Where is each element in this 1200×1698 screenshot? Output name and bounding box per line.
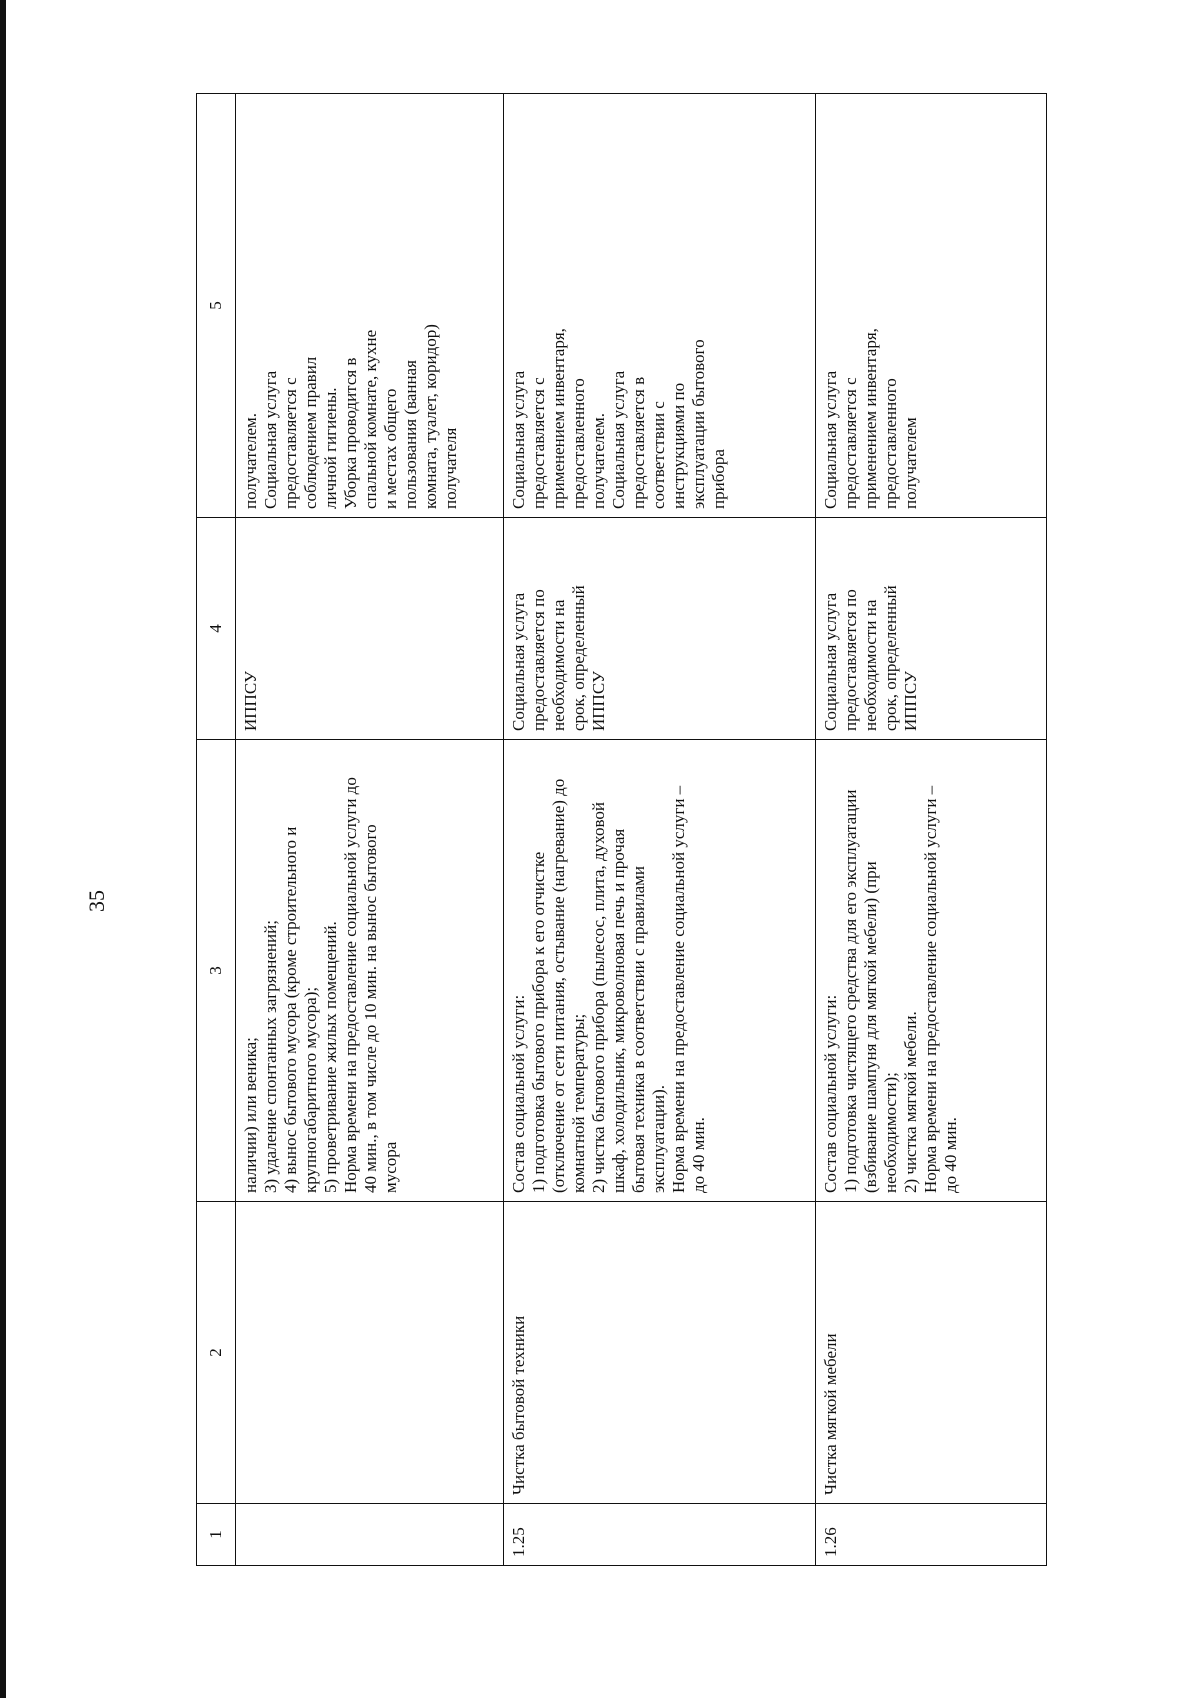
text-line: предоставляется с (281, 377, 301, 509)
text-line: инструкциями по (669, 382, 689, 509)
text-line: предоставленного (569, 378, 589, 509)
text-line: предоставляется в (629, 376, 649, 509)
text-line: 1) подготовка чистящего средства для его эксплуатации (841, 789, 861, 1193)
page-number: 35 (84, 890, 109, 912)
text-line: 40 мин., в том числе до 10 мин. на вынос бытового (361, 824, 381, 1193)
table-row-1-25 (504, 94, 816, 1566)
text-line: (отключение от сети питания, остывание (нагревание) до (549, 778, 569, 1193)
text-line: до 40 мин. (941, 1117, 961, 1193)
row-number: 1.25 (504, 1504, 816, 1566)
text-line: Социальная услуга (509, 592, 528, 731)
text-line: мусора (381, 1141, 401, 1193)
text-line: Социальная услуга (261, 370, 281, 509)
service-terms (816, 518, 1047, 740)
text-line: прибора (709, 449, 729, 509)
text-line: получателя (441, 427, 461, 509)
text-line: применением инвентаря, (549, 328, 569, 509)
column-header-3: 3 (197, 740, 236, 1202)
text-line: ИППСУ (589, 671, 609, 731)
column-header-1: 1 (197, 1504, 236, 1566)
text-line: предоставляется по (841, 589, 861, 731)
service-name: Чистка мягкой мебели (816, 1202, 1047, 1504)
column-header-4: 4 (197, 518, 236, 740)
service-composition (504, 740, 816, 1202)
text-line: до 40 мин. (689, 1117, 709, 1193)
text-line: получателем. (589, 412, 609, 509)
service-name: Чистка бытовой техники (504, 1202, 816, 1504)
text-line: срок, определенный (569, 585, 589, 731)
text-line: Социальная услуга (821, 592, 840, 731)
text-line: необходимости на (549, 599, 569, 731)
text-line: срок, определенный (881, 585, 901, 731)
text-line: личной гигиены. (321, 387, 341, 509)
text-line: Социальная услуга (609, 370, 629, 509)
services-table (196, 93, 1047, 1566)
service-conditions (504, 94, 816, 518)
text-line: предоставленного (881, 378, 901, 509)
text-line: получателем. (241, 412, 260, 509)
text-line: шкаф, холодильник, микроволновая печь и прочая (609, 828, 629, 1193)
text-line: применением инвентаря, (861, 328, 881, 509)
text-line: 4) вынос бытового мусора (кроме строительного и (281, 826, 301, 1193)
text-line: комнатной температуры; (569, 1013, 589, 1193)
service-terms (236, 518, 504, 740)
text-line: ИППСУ (241, 671, 260, 731)
text-line: 2) чистка мягкой мебели. (901, 1011, 921, 1193)
text-line: (взбивание шампуня для мягкой мебели) (при (861, 861, 881, 1193)
text-line: эксплуатации). (649, 1084, 669, 1193)
text-line: получателем (901, 417, 921, 509)
text-line: 5) проветривание жилых помещений. (321, 921, 341, 1193)
text-line: Уборка проводится в (341, 357, 361, 509)
text-line: Состав социальной услуги: (821, 994, 840, 1193)
text-line: 3) удаление спонтанных загрязнений; (261, 920, 281, 1193)
service-name (236, 1202, 504, 1504)
table-row-continuation (236, 94, 504, 1566)
text-line: Норма времени на предоставление социальной услуги – (669, 785, 689, 1193)
rotated-page-content (84, 94, 1037, 1566)
text-line: и местах общего (381, 388, 401, 509)
service-terms (504, 518, 816, 740)
text-line: предоставляется с (529, 377, 549, 509)
table-header-row (197, 94, 236, 1566)
text-line: 1) подготовка бытового прибора к его отчистке (529, 851, 549, 1193)
text-line: 2) чистка бытового прибора (пылесос, плита, духовой (589, 802, 609, 1193)
service-composition (816, 740, 1047, 1202)
text-line: наличии) или веника; (241, 1037, 260, 1193)
service-conditions (236, 94, 504, 518)
text-line: эксплуатации бытового (689, 339, 709, 509)
text-line: соответствии с (649, 401, 669, 509)
text-line: крупногабаритного мусора); (301, 986, 321, 1193)
text-line: Социальная услуга (509, 370, 528, 509)
text-line: предоставляется по (529, 589, 549, 731)
text-line: необходимости на (861, 599, 881, 731)
row-number (236, 1504, 504, 1566)
column-header-5: 5 (197, 94, 236, 518)
text-line: спальной комнате, кухне (361, 329, 381, 509)
table-row-1-26 (816, 94, 1047, 1566)
text-line: пользования (ванная (401, 360, 421, 509)
text-line: комната, туалет, коридор) (421, 324, 441, 509)
text-line: соблюдением правил (301, 356, 321, 509)
text-line: бытовая техника в соответствии с правилами (629, 866, 649, 1193)
text-line: необходимости); (881, 1072, 901, 1193)
text-line: Норма времени на предоставление социальной услуги – (921, 785, 941, 1193)
row-number: 1.26 (816, 1504, 1047, 1566)
service-conditions (816, 94, 1047, 518)
scan-edge-bar (0, 0, 6, 1698)
text-line: ИППСУ (901, 671, 921, 731)
text-line: Состав социальной услуги: (509, 994, 528, 1193)
text-line: Норма времени на предоставление социальной услуги до (341, 777, 361, 1193)
text-line: Социальная услуга (821, 370, 840, 509)
column-header-2: 2 (197, 1202, 236, 1504)
service-composition (236, 740, 504, 1202)
text-line: предоставляется с (841, 377, 861, 509)
